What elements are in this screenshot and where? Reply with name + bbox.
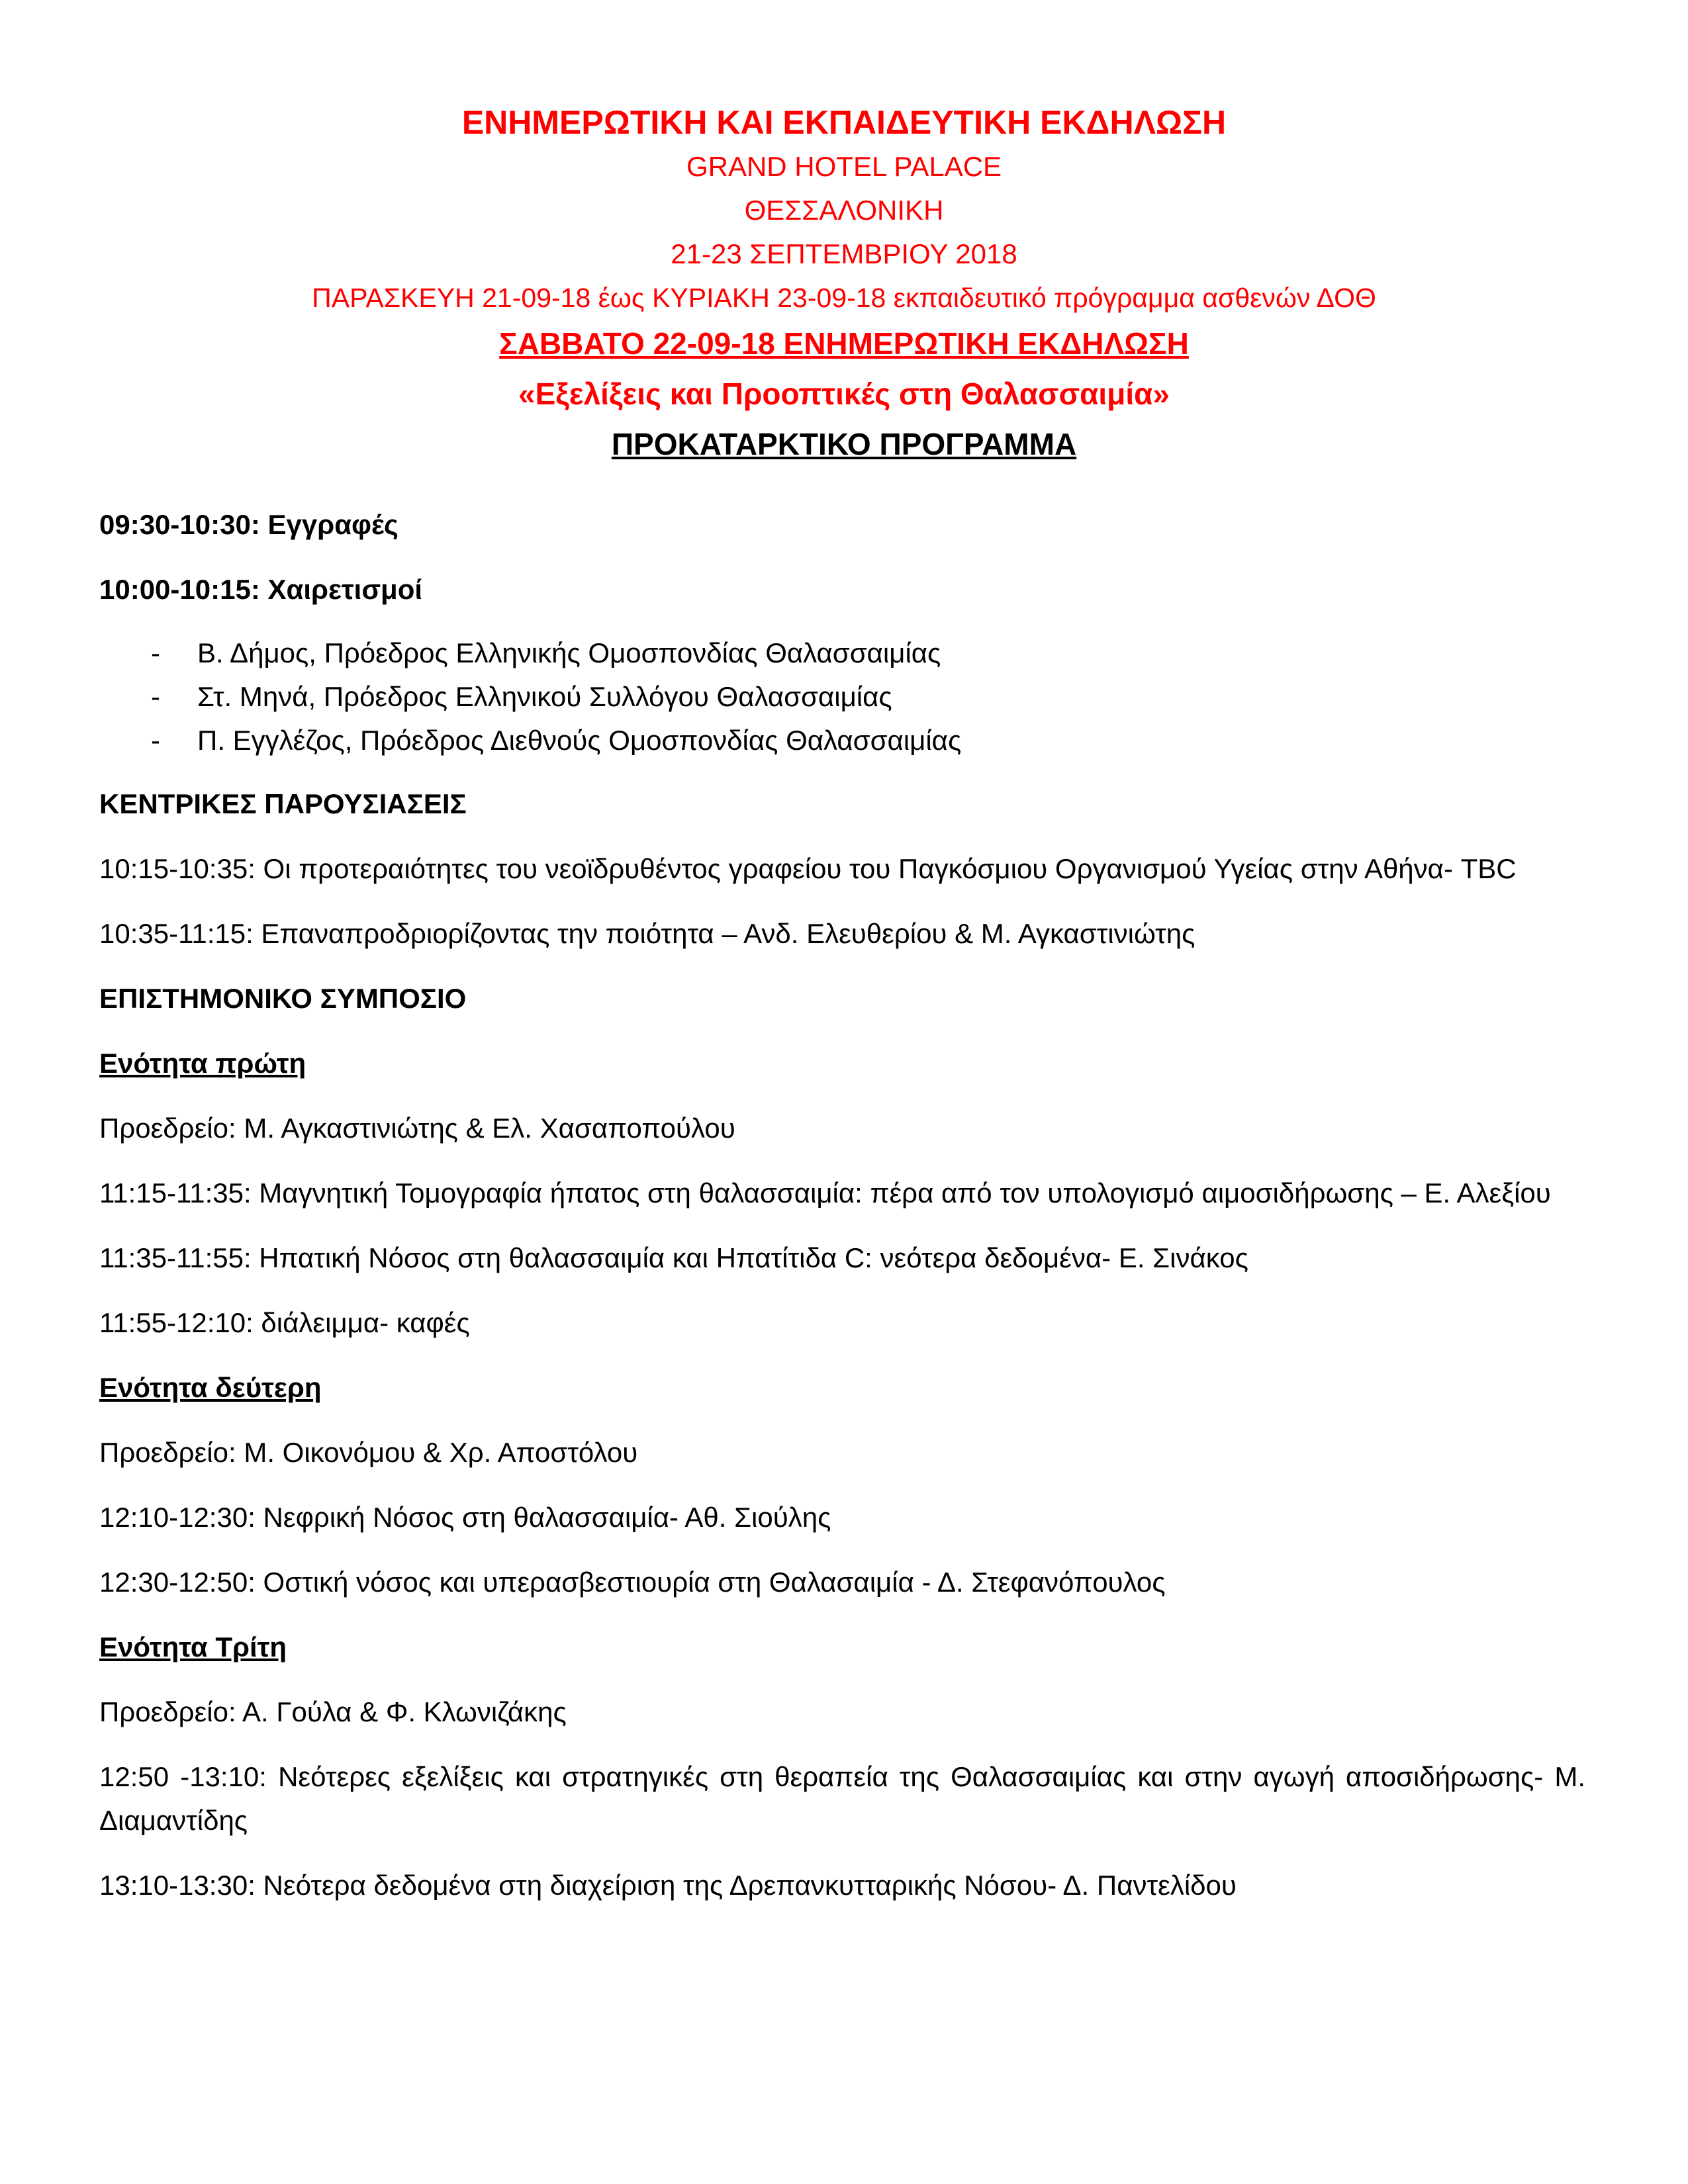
session-2-talk-1: 12:10-12:30: Νεφρική Νόσος στη θαλασσαιμία- Αθ. Σιούλης xyxy=(99,1502,831,1533)
dash-bullet: - xyxy=(151,725,160,756)
event-title: ΕΝΗΜΕΡΩΤΙΚΗ ΚΑΙ ΕΚΠΑΙΔΕΥΤΙΚΗ ΕΚΔΗΛΩΣΗ xyxy=(461,104,1227,141)
session-1-talk-1: 11:15-11:35: Μαγνητική Τομογραφία ήπατος στη θαλασσαιμία: πέρα από τον υπολογισμό αιμοσιδήρωσης – Ε. Αλεξίου xyxy=(99,1177,1551,1208)
greeter-text: Π. Εγγλέζος, Πρόεδρος Διεθνούς Ομοσπονδίας Θαλασσαιμίας xyxy=(197,725,962,756)
greetings-item: 10:00-10:15: Χαιρετισμοί xyxy=(99,574,423,605)
list-item xyxy=(99,719,1585,762)
symposium-heading: ΕΠΙΣΤΗΜΟΝΙΚΟ ΣΥΜΠΟΣΙΟ xyxy=(99,983,467,1014)
session-3-talk-2: 13:10-13:30: Νεότερα δεδομένα στη διαχείριση της Δρεπανκυτταρικής Νόσου- Δ. Παντελίδου xyxy=(99,1870,1237,1901)
session-1-break: 11:55-12:10: διάλειμμα- καφές xyxy=(99,1307,470,1338)
session-3-chairs: Προεδρείο: Α. Γούλα & Φ. Κλωνιζάκης xyxy=(99,1696,567,1727)
session-1-chairs: Προεδρείο: Μ. Αγκαστινιώτης & Ελ. Χασαποπούλου xyxy=(99,1113,735,1144)
greeters-list xyxy=(99,631,1585,762)
event-dates: 21-23 ΣΕΠΤΕΜΒΡΙΟΥ 2018 xyxy=(671,238,1017,269)
program-heading: ΠΡΟΚΑΤΑΡΚΤΙΚΟ ΠΡΟΓΡΑΜΜΑ xyxy=(611,427,1077,461)
city: ΘΕΣΣΑΛΟΝΙΚΗ xyxy=(744,195,944,226)
session-1-talk-2: 11:35-11:55: Ηπατική Νόσος στη θαλασσαιμία και Ηπατίτιδα C: νεότερα δεδομένα- Ε. Σινάκος xyxy=(99,1242,1248,1273)
session-2-talk-2: 12:30-12:50: Οστική νόσος και υπερασβεστιουρία στη Θαλασαιμία - Δ. Στεφανόπουλος xyxy=(99,1567,1166,1598)
venue: GRAND HOTEL PALACE xyxy=(686,151,1002,182)
greeter-text: Β. Δήμος, Πρόεδρος Ελληνικής Ομοσπονδίας Θαλασσαιμίας xyxy=(197,637,941,668)
saturday-event-heading: ΣΑΒΒΑΤΟ 22-09-18 ΕΝΗΜΕΡΩΤΙΚΗ ΕΚΔΗΛΩΣΗ xyxy=(499,326,1189,361)
session-2-title: Ενότητα δεύτερη xyxy=(99,1372,322,1403)
patient-program-note: ΠΑΡΑΣΚΕΥΗ 21-09-18 έως ΚΥΡΙΑΚΗ 23-09-18 εκπαιδευτικό πρόγραμμα ασθενών ΔΟΘ xyxy=(312,283,1376,313)
session-1-title: Ενότητα πρώτη xyxy=(99,1048,306,1079)
symposium-subtitle: «Εξελίξεις και Προοπτικές στη Θαλασσαιμία» xyxy=(518,377,1170,411)
program-body xyxy=(99,503,1585,1929)
registration-item: 09:30-10:30: Εγγραφές xyxy=(99,509,399,540)
dash-bullet: - xyxy=(151,681,160,712)
list-item xyxy=(99,675,1585,719)
session-2-chairs: Προεδρείο: Μ. Οικονόμου & Χρ. Αποστόλου xyxy=(99,1437,638,1468)
dash-bullet: - xyxy=(151,637,160,668)
session-3-title: Ενότητα Τρίτη xyxy=(99,1631,287,1662)
keynote-heading: ΚΕΝΤΡΙΚΕΣ ΠΑΡΟΥΣΙΑΣΕΙΣ xyxy=(99,788,467,819)
list-item xyxy=(99,631,1585,675)
greeter-text: Στ. Μηνά, Πρόεδρος Ελληνικού Συλλόγου Θαλασσαιμίας xyxy=(197,681,892,712)
keynote-item-1: 10:15-10:35: Οι προτεραιότητες του νεοϊδρυθέντος γραφείου του Παγκόσμιου Οργανισμού Υγείας στην Αθήνα- TBC xyxy=(99,853,1517,884)
keynote-item-2: 10:35-11:15: Επαναπροδριορίζοντας την ποιότητα – Ανδ. Ελευθερίου & Μ. Αγκαστινιώτης xyxy=(99,918,1196,949)
session-3-talk-1: 12:50 -13:10: Νεότερες εξελίξεις και στρατηγικές στη θεραπεία της Θαλασσαιμίας και στην αγωγή αποσιδήρωσης- Μ. Διαμαντίδης xyxy=(99,1761,1585,1836)
document-header xyxy=(99,103,1589,463)
